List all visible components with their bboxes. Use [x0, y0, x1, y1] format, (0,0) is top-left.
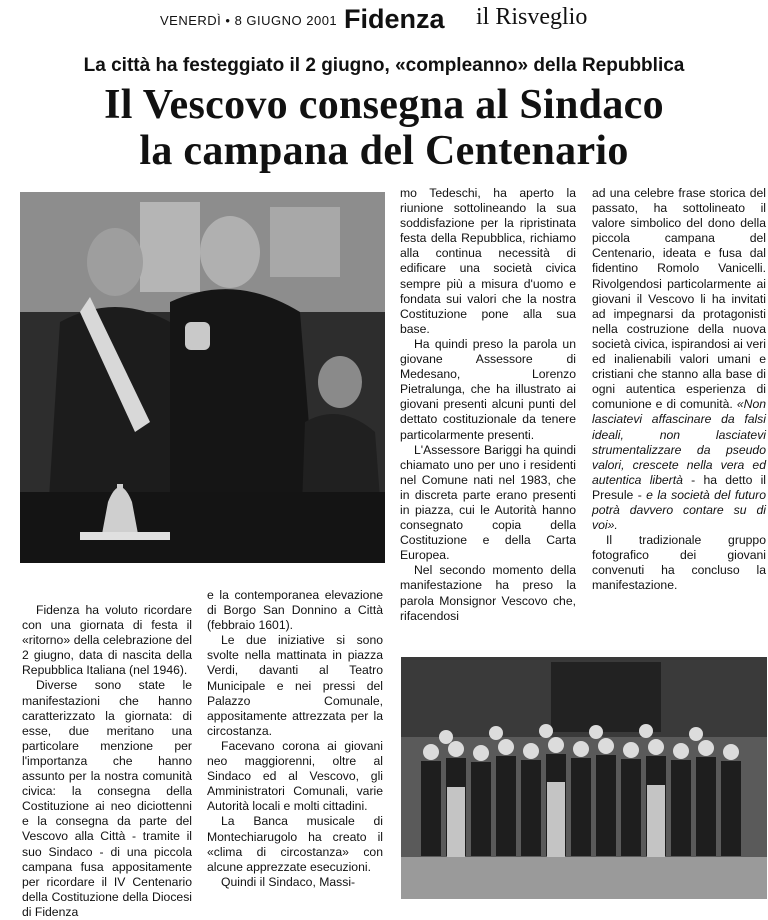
col4-text: ad una celebre frase storica del passato, ha sottolineato il valore simbolico del dono della piccola campana del Centenario, ideata e fusa dal fidentino Romolo Vanicelli. Rivolgendosi particolarmente ai giovani il Vescovo li ha invitati ad impegnarsi da protagonisti nella costruzione della nuova società civica, ispirandosi ai veri ed inalienabili valori umani e cristiani che stanno alla base di ogni autentica esperienza di comunione e di comunità. — [592, 186, 766, 412]
col4-paragraph — [592, 186, 766, 533]
masthead-date: VENERDÌ • 8 GIUGNO 2001 — [160, 13, 338, 28]
article-column-2 — [207, 588, 383, 890]
group-photo — [401, 657, 767, 899]
group-photo-graphic — [401, 657, 767, 899]
headline-line-1: Il Vescovo consegna al Sindaco — [104, 82, 664, 128]
ceremony-photo-graphic — [20, 192, 385, 563]
masthead-paper-name: il Risveglio — [476, 4, 588, 30]
article-column-1 — [22, 603, 192, 920]
col3-paragraph: L'Assessore Bariggi ha quindi chiamato uno per uno i residenti nel Comune nati nel 1983, che in discreta parte erano presenti in piazza, cui le Autorità hanno consegnato copia della Costituzione e della Carta Europea. — [400, 442, 576, 563]
col4-text: - ha detto il Presule - — [592, 472, 766, 502]
col2-paragraph: Le due iniziative si sono svolte nella mattinata in piazza Verdi, davanti al Teatro Municipale e nei pressi del Palazzo Comunale, appositamente attrezzata per la circostanza. — [207, 633, 383, 738]
col2-paragraph: La Banca musicale di Montechiarugolo ha creato il «clima di circostanza» con alcune apprezzate esecuzioni. — [207, 814, 383, 874]
article-headline — [0, 82, 768, 174]
col2-paragraph: e la contemporanea elevazione di Borgo San Donnino a Città (febbraio 1601). — [207, 588, 383, 633]
bishop-quote: «Non lasciatevi affascinare da falsi ideali, non lasciatevi strumentalizzare da pseudo valori, crescete nella vera ed autentica libertà — [592, 397, 766, 487]
col3-paragraph: mo Tedeschi, ha aperto la riunione sottolineando la sua soddisfazione per la ripristinata festa della Repubblica, richiamo alla continua necessità di edificare una società civica sempre più a misura d'uomo e fondata sui valori che la nostra Costituzione pone alla sua base. — [400, 186, 576, 336]
headline-line-2: la campana del Centenario — [139, 128, 629, 174]
article-subheadline: La città ha festeggiato il 2 giugno, «compleanno» della Repubblica — [83, 55, 685, 76]
col4-paragraph: Il tradizionale gruppo fotografico dei giovani convenuti ha concluso la manifestazione. — [592, 533, 766, 593]
masthead-city: Fidenza — [344, 4, 445, 34]
col3-paragraph: Nel secondo momento della manifestazione ha preso la parola Monsignor Vescovo che, rifacendosi — [400, 563, 576, 623]
col1-paragraph: Fidenza ha voluto ricordare con una giornata di festa il «ritorno» della celebrazione del 2 giugno, data di nascita della Repubblica Italiana (nel 1946). — [22, 603, 192, 678]
article-column-4 — [592, 186, 766, 594]
col1-paragraph: Diverse sono state le manifestazioni che hanno caratterizzato la giornata: di esse, due meritano una particolare menzione per l'importanza che hanno assunto per la nostra comunità civica: la consegna della Costituzione ai neo diciottenni e la consegna da parte del Vescovo alla Città - tramite il suo Sindaco - di una piccola campana fusa appositamente per ricordare il IV Centenario della Costituzione della Diocesi di Fidenza — [22, 678, 192, 919]
article-column-3 — [400, 186, 576, 624]
bishop-quote: e la società del futuro potrà davvero contare su di voi». — [592, 487, 766, 533]
ceremony-photo — [20, 192, 385, 563]
masthead — [0, 0, 768, 44]
col2-paragraph: Facevano corona ai giovani neo maggiorenni, oltre al Sindaco ed al Vescovo, gli Amministratori Comunali, varie Autorità locali e molti cittadini. — [207, 738, 383, 814]
col3-paragraph: Ha quindi preso la parola un giovane Assessore di Medesano, Lorenzo Pietralunga, che ha illustrato ai giovani presenti alcuni punti del dettato costituzionale da tenere particolarmente presenti. — [400, 336, 576, 442]
col2-paragraph: Quindi il Sindaco, Massi- — [221, 874, 356, 889]
